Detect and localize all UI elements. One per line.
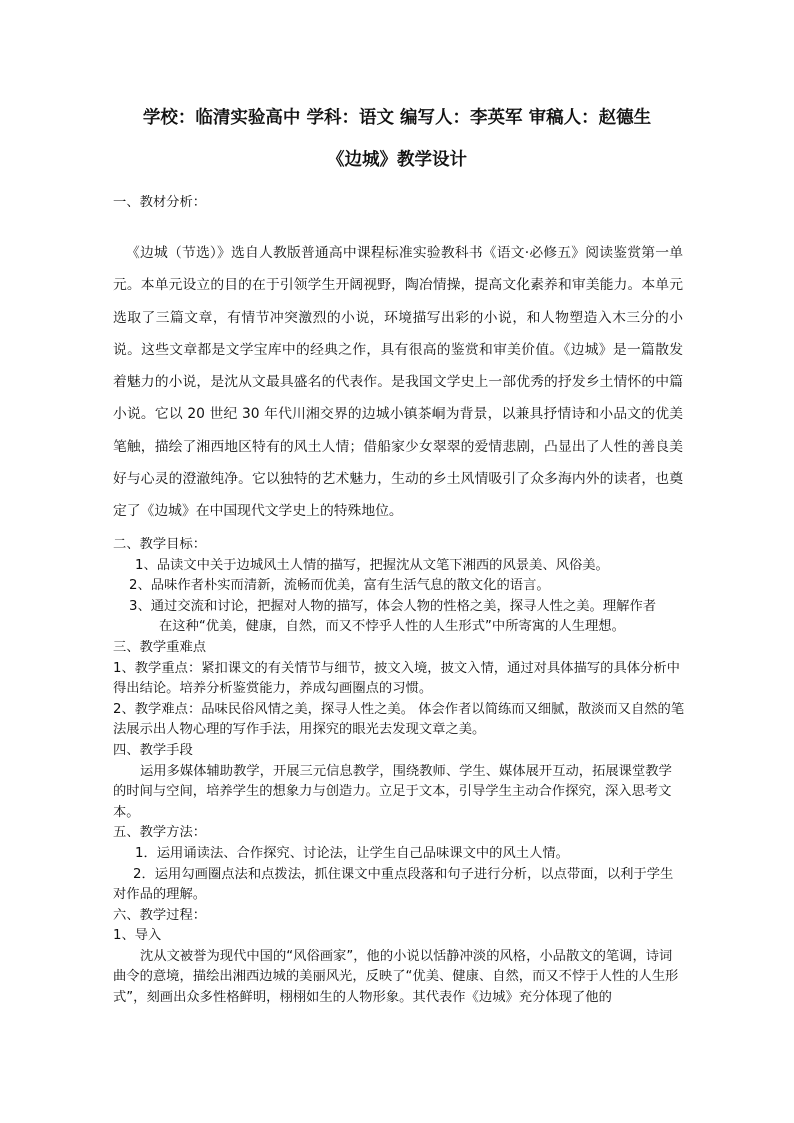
introduction-text: 沈从文被誉为现代中国的“风俗画家”，他的小说以恬静冲淡的风格，小品散文的笔调，诗词曲令的意境，描绘出湘西边城的美丽风光，反映了“优美、健康、自然，而又不悖于人性的人生形式”，刻画出众多性格鲜明，栩栩如生的人物形象。其代表作《边城》充分体现了他的 [113, 948, 679, 1006]
teaching-means-text: 运用多媒体辅助教学，开展三元信息教学，围绕教师、学生、媒体展开互动，拓展课堂教学的时间与空间，培养学生的想象力与创造力。立足于文本，引导学生主动合作探究，深入思考文本。 [113, 763, 672, 820]
document-header: 学校：临清实验高中 学科：语文 编写人：李英军 审稿人：赵德生 [142, 108, 652, 128]
document-title: 《边城》教学设计 [327, 150, 467, 170]
key-point: 1、教学重点：紧扣课文的有关情节与细节，披文入境，披文入情，通过对具体描写的具体分析中得出结论。培养分析鉴赏能力，养成勾画圈点的习惯。 [113, 660, 680, 697]
sections-2-to-6 [113, 535, 685, 1009]
section-4-title: 四、教学手段 [113, 742, 193, 758]
section-6-subheading: 1、导入 [113, 928, 162, 944]
difficult-point: 2、教学难点：品味民俗风情之美，探寻人性之美。 体会作者以简练而又细腻，散淡而又自然的笔法展示出人物心理的写作手法，用探究的眼光去发现文章之美。 [113, 701, 685, 738]
section-1-paragraph [113, 237, 683, 528]
method-1: 1．运用诵读法、合作探究、讨论法，让学生自己品味课文中的风土人情。 [135, 845, 569, 861]
section-2-title: 二、教学目标： [113, 537, 207, 552]
objective-3-continued: 在这种“优美，健康，自然，而又不悖乎人性的人生形式”中所寄寓的人生理想。 [159, 619, 625, 635]
section-3-title: 三、教学重难点 [113, 639, 207, 655]
section-1-text: 《边城（节选）》选自人教版普通高中课程标准实验教科书《语文·必修五》阅读鉴赏第一单元。本单元设立的目的在于引领学生开阔视野，陶冶情操，提高文化素养和审美能力。本单元选取了三篇文章，有情节冲突激烈的小说，环境描写出彩的小说，和人物塑造入木三分的小说。这些文章都是文学宝库中的经典之作，具有很高的鉴赏和审美价值。《边城》是一篇散发着魅力的小说，是沈从文最具盛名的代表作。是我国文学史上一部优秀的抒发乡土情怀的中篇小说。它以 20 世纪 30 年代川湘交界的边城小镇茶峒为背景，以兼具抒情诗和小品文的优美笔触，描绘了湘西地区特有的风土人情；借船家少女翠翠的爱情悲剧，凸显出了人性的善良美好与心灵的澄澈纯净。它以独特的艺术魅力，生动的乡土风情吸引了众多海内外的读者，也奠定了《边城》在中国现代文学史上的特殊地位。 [113, 245, 683, 520]
section-6-title: 六、教学过程： [113, 907, 207, 923]
objective-1: 1、品读文中关于边城风土人情的描写，把握沈从文笔下湘西的风景美、风俗美。 [135, 557, 609, 573]
method-2: 2．运用勾画圈点法和点拨法，抓住课文中重点段落和句子进行分析，以点带面，以利于学生对作品的理解。 [113, 866, 674, 903]
objective-2: 2、品味作者朴实而清新，流畅而优美，富有生活气息的散文化的语言。 [129, 578, 550, 594]
section-5-title: 五、教学方法： [113, 825, 207, 841]
section-1-title: 一、教材分析： [113, 195, 207, 210]
objective-3: 3、通过交流和讨论，把握对人物的描写，体会人物的性格之美，探寻人性之美。理解作者 [129, 598, 657, 614]
